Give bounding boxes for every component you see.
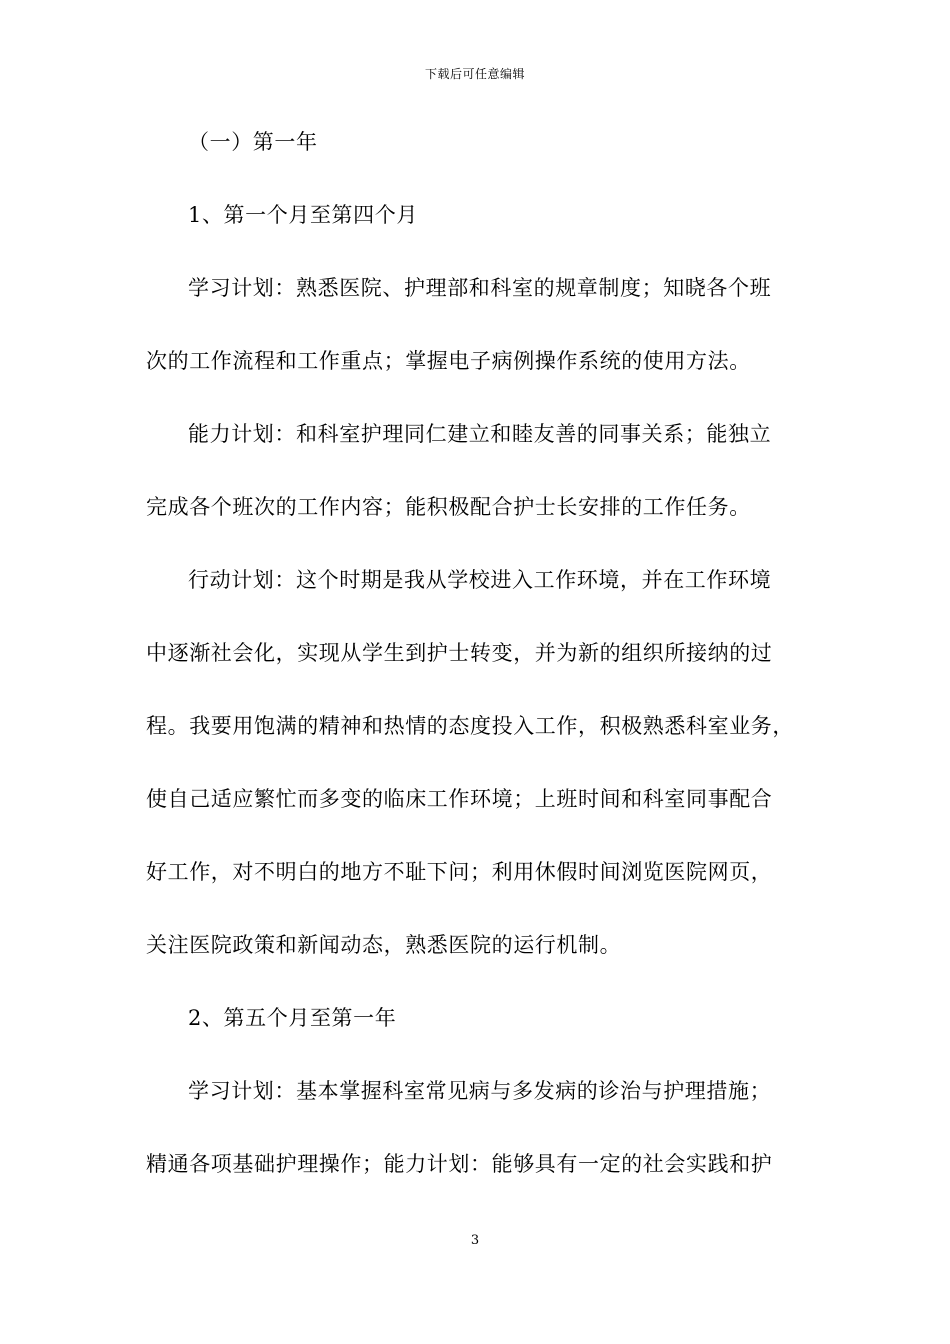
paragraph-line: 学习计划：熟悉医院、护理部和科室的规章制度；知晓各个班	[188, 276, 772, 300]
paragraph-line: 次的工作流程和工作重点；掌握电子病例操作系统的使用方法。	[146, 349, 751, 373]
paragraph-line: 完成各个班次的工作内容；能积极配合护士长安排的工作任务。	[146, 495, 751, 519]
paragraph-line: 使自己适应繁忙而多变的临床工作环境；上班时间和科室同事配合	[146, 787, 773, 811]
subsection-heading: 1、第一个月至第四个月	[188, 203, 418, 227]
paragraph-line: 行动计划：这个时期是我从学校进入工作环境，并在工作环境	[188, 568, 772, 592]
header-note: 下载后可任意编辑	[424, 67, 525, 81]
subsection-heading: 2、第五个月至第一年	[188, 1006, 397, 1030]
section-heading: （一）第一年	[188, 130, 318, 154]
paragraph-line: 关注医院政策和新闻动态，熟悉医院的运行机制。	[146, 933, 622, 957]
paragraph-line: 程。我要用饱满的精神和热情的态度投入工作，积极熟悉科室业务，	[146, 714, 794, 738]
document-body	[146, 129, 826, 1224]
paragraph-line: 学习计划：基本掌握科室常见病与多发病的诊治与护理措施；	[188, 1079, 772, 1103]
paragraph-line: 中逐渐社会化，实现从学生到护士转变，并为新的组织所接纳的过	[146, 641, 773, 665]
page-number: 3	[470, 1233, 480, 1248]
paragraph-line: 精通各项基础护理操作；能力计划：能够具有一定的社会实践和护	[146, 1152, 773, 1176]
paragraph-line: 能力计划：和科室护理同仁建立和睦友善的同事关系；能独立	[188, 422, 772, 446]
paragraph-line: 好工作，对不明白的地方不耻下问；利用休假时间浏览医院网页，	[146, 860, 773, 884]
